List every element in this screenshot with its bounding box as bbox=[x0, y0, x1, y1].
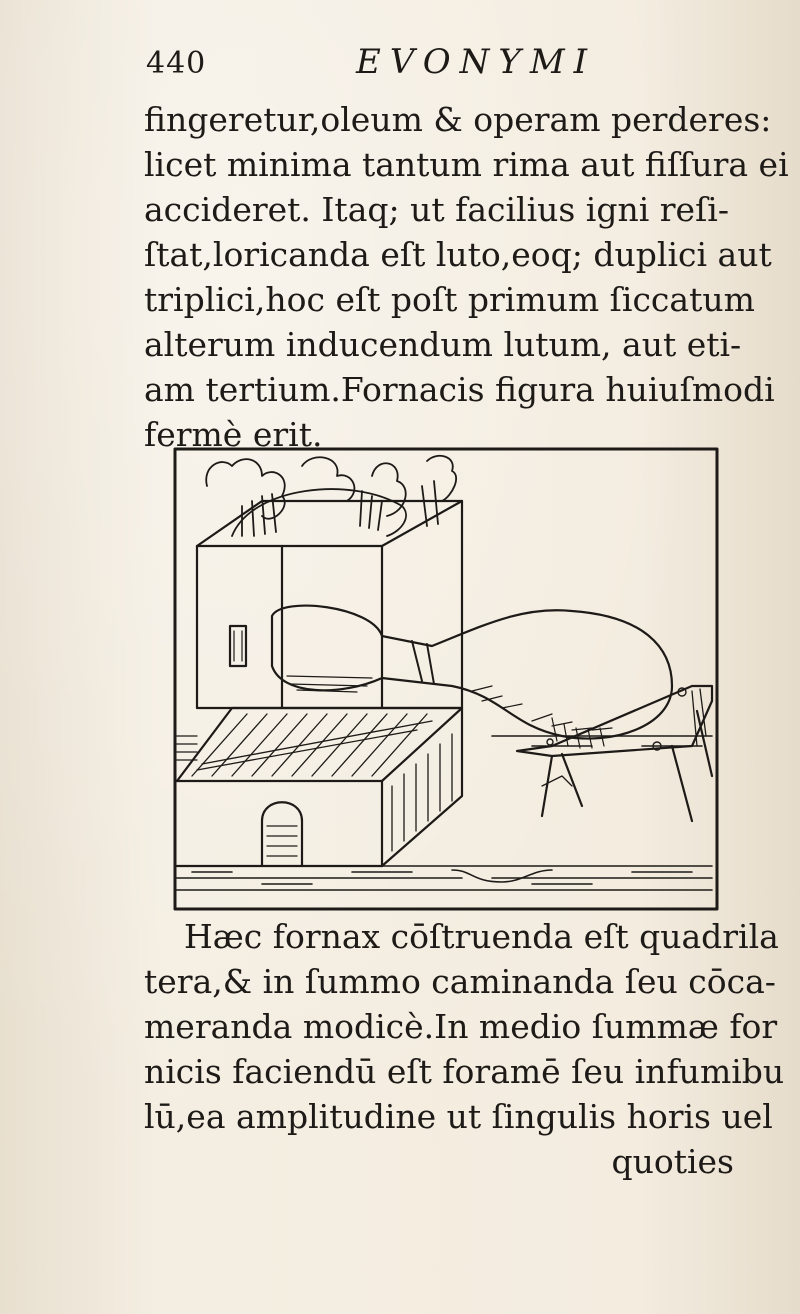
furnace-woodcut bbox=[172, 446, 720, 912]
text-line: accideret. Itaq; ut facilius igni reſi- bbox=[144, 190, 730, 229]
page-header bbox=[146, 40, 756, 90]
text-line: licet minima tantum rima aut fiſſura ei bbox=[144, 145, 789, 184]
text-line: triplici,hoc eſt poſt primum ſiccatum bbox=[144, 280, 755, 319]
text-line: am tertium.Fornacis figura huiuſmodi bbox=[144, 370, 775, 409]
text-line: lū,ea amplitudine ut ſingulis horis uel bbox=[144, 1097, 773, 1136]
bottom-paragraph bbox=[144, 914, 785, 1184]
text-line: nicis faciendū eſt foramē ſeu infumibu bbox=[144, 1052, 785, 1091]
text-line: Hæc fornax cōſtruenda eſt quadrila bbox=[184, 917, 779, 956]
running-head: EVONYMI bbox=[356, 42, 597, 82]
page-number: 440 bbox=[146, 46, 207, 81]
text-line: fermè erit. bbox=[144, 415, 323, 454]
catchword: quoties bbox=[611, 1142, 734, 1181]
text-line: tera,& in ſummo caminanda ſeu cōca- bbox=[144, 962, 776, 1001]
text-line: meranda modicè.In medio ſummæ for bbox=[144, 1007, 778, 1046]
top-paragraph bbox=[144, 97, 789, 457]
text-line: alterum inducendum lutum, aut eti- bbox=[144, 325, 742, 364]
woodcut-furnace-with-retort-icon bbox=[172, 446, 720, 912]
text-line: ſtat,loricanda eſt luto,eoq; duplici aut bbox=[144, 235, 772, 274]
text-line: fingeretur,oleum & operam perderes: bbox=[144, 100, 772, 139]
